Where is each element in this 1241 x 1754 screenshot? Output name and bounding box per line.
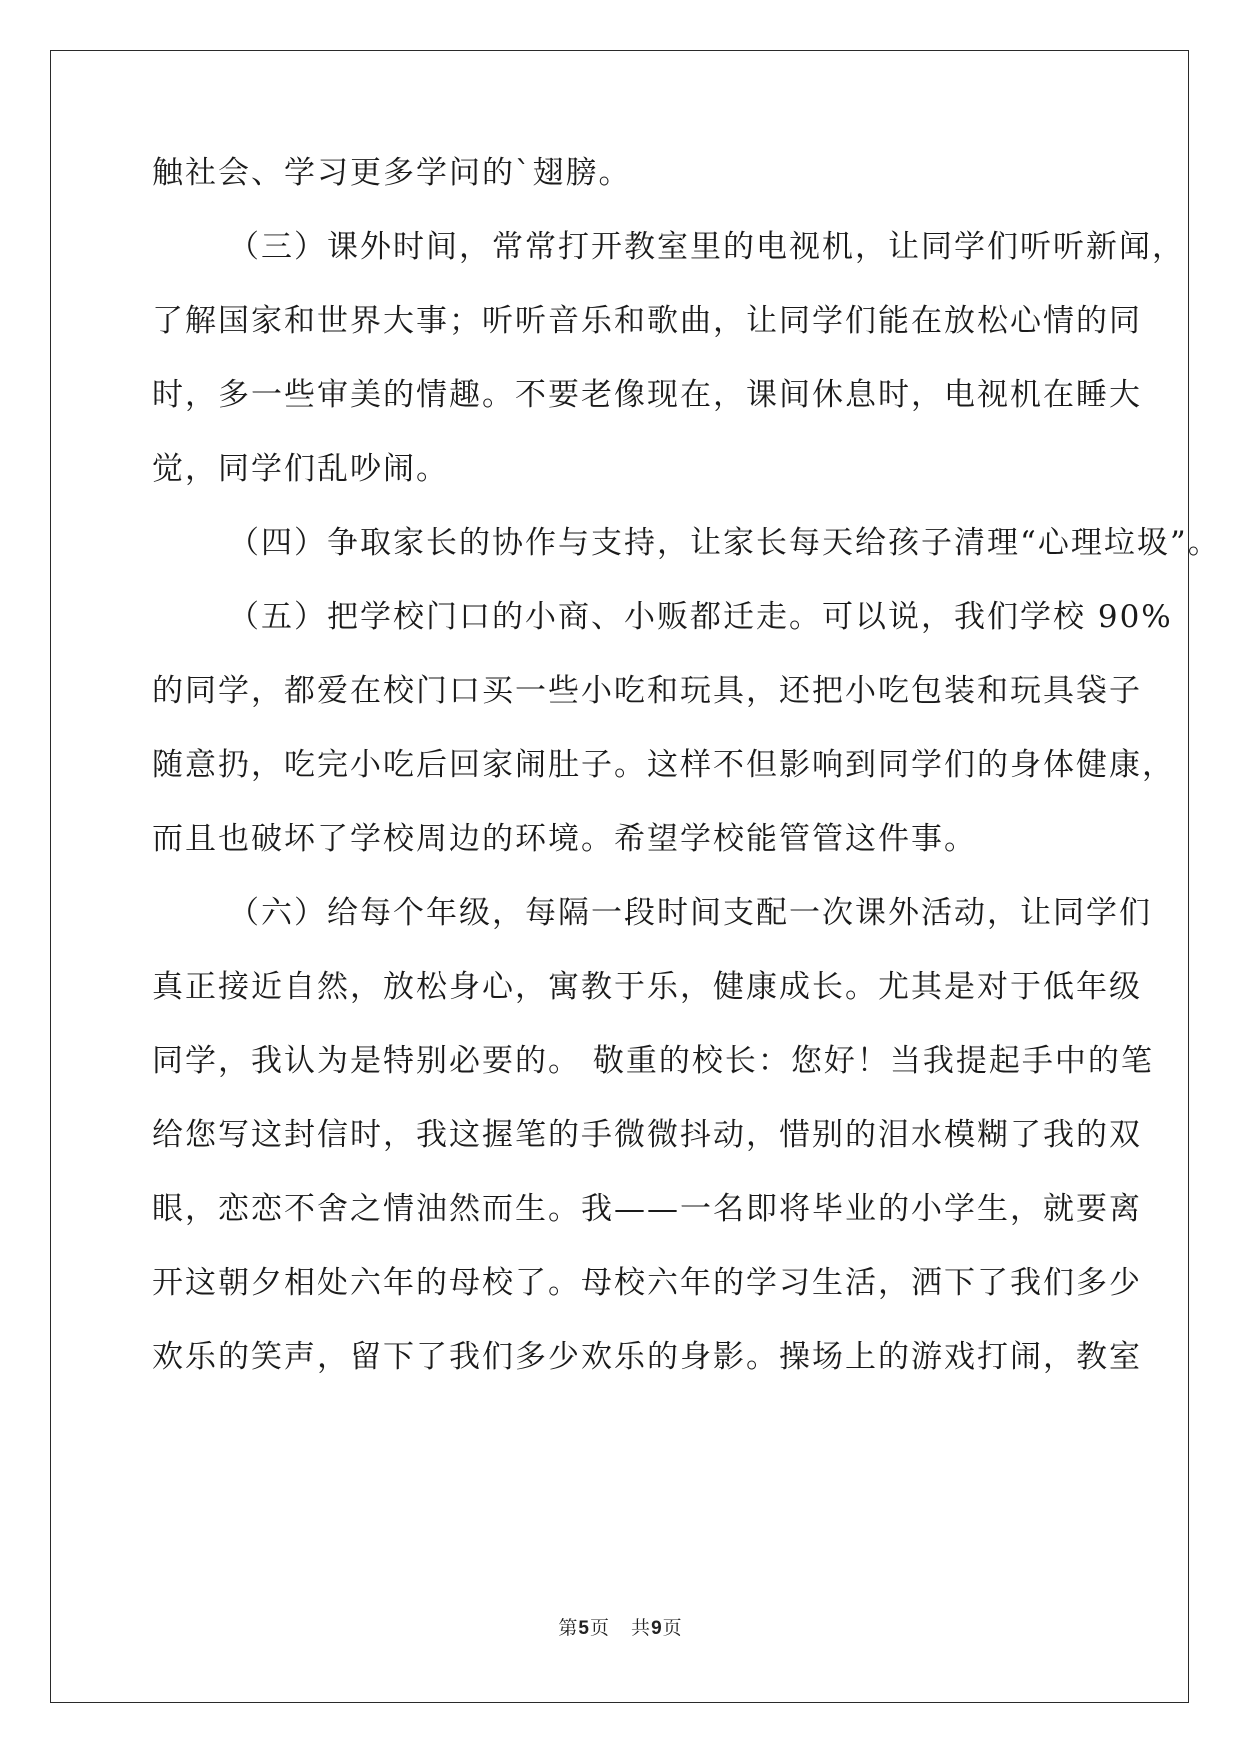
text-line: 给您写这封信时，我这握笔的手微微抖动，惜别的泪水模糊了我的双 bbox=[152, 1117, 1142, 1153]
paragraph-start-line: （三）课外时间，常常打开教室里的电视机，让同学们听听新闻， bbox=[228, 229, 1185, 265]
page-footer bbox=[0, 1616, 1241, 1641]
total-pages-number: 9 bbox=[651, 1618, 663, 1639]
text-line: 觉，同学们乱吵闹。 bbox=[152, 451, 449, 487]
text-line: 眼，恋恋不舍之情油然而生。我——一名即将毕业的小学生，就要离 bbox=[152, 1191, 1142, 1227]
text-line: 欢乐的笑声，留下了我们多少欢乐的身影。操场上的游戏打闹，教室 bbox=[152, 1339, 1142, 1375]
text-line: 真正接近自然，放松身心，寓教于乐，健康成长。尤其是对于低年级 bbox=[152, 969, 1142, 1005]
text-line: 的同学，都爱在校门口买一些小吃和玩具，还把小吃包装和玩具袋子 bbox=[152, 673, 1142, 709]
current-page-number: 5 bbox=[578, 1618, 590, 1639]
text-line: 随意扔，吃完小吃后回家闹肚子。这样不但影响到同学们的身体健康， bbox=[152, 747, 1175, 783]
text-line: 开这朝夕相处六年的母校了。母校六年的学习生活，洒下了我们多少 bbox=[152, 1265, 1142, 1301]
text-line: 同学，我认为是特别必要的。 敬重的校长：您好！当我提起手中的笔 bbox=[152, 1043, 1154, 1079]
text-line: 时，多一些审美的情趣。不要老像现在，课间休息时，电视机在睡大 bbox=[152, 377, 1142, 413]
text-line: 而且也破坏了学校周边的环境。希望学校能管管这件事。 bbox=[152, 821, 977, 857]
paragraph-start-line: （四）争取家长的协作与支持，让家长每天给孩子清理“心理垃圾”。 bbox=[228, 525, 1221, 561]
text-line: 了解国家和世界大事；听听音乐和歌曲，让同学们能在放松心情的同 bbox=[152, 303, 1142, 339]
footer-suffix: 页 bbox=[662, 1617, 683, 1639]
footer-middle: 页 共 bbox=[589, 1617, 652, 1639]
paragraph-start-line: （五）把学校门口的小商、小贩都迁走。可以说，我们学校 90% bbox=[228, 599, 1173, 635]
text-line: 触社会、学习更多学问的`翅膀。 bbox=[152, 155, 632, 191]
footer-prefix: 第 bbox=[558, 1617, 579, 1639]
paragraph-start-line: （六）给每个年级，每隔一段时间支配一次课外活动，让同学们 bbox=[228, 895, 1152, 931]
